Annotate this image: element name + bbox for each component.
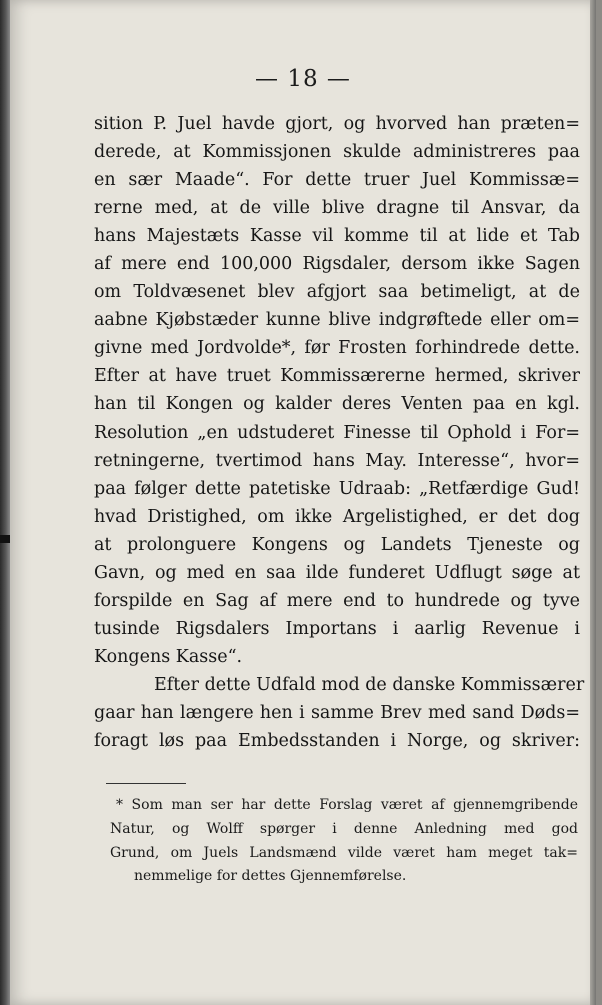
- page-number: — 18 —: [255, 66, 351, 92]
- footnote-line: Natur, og Wolff spørger i denne Anledning med god: [110, 820, 578, 837]
- text-line: om Toldvæsenet blev afgjort saa betimeligt, at de: [94, 282, 580, 303]
- text-line: at prolonguere Kongens og Landets Tjeneste og: [94, 534, 580, 555]
- text-line: paa følger dette patetiske Udraab: „Retfærdige Gud!: [94, 478, 580, 499]
- text-line: tusinde Rigsdalers Importans i aarlig Revenue i: [94, 618, 580, 639]
- text-line: givne med Jordvolde*, før Frosten forhindrede dette.: [94, 338, 580, 359]
- text-line: af mere end 100,000 Rigsdaler, dersom ikke Sagen: [94, 254, 580, 275]
- text-line: Kongens Kasse“.: [94, 646, 243, 667]
- text-line: foragt løs paa Embedsstanden i Norge, og skriver:: [94, 731, 580, 752]
- book-page: [10, 0, 596, 1005]
- footnote-divider: [106, 783, 186, 784]
- text-line: Efter at have truet Kommissærerne hermed, skriver: [94, 366, 580, 387]
- body-text: [94, 110, 585, 755]
- text-line: hans Majestæts Kasse vil komme til at lide et Tab: [94, 226, 580, 247]
- text-line: Gavn, og med en saa ilde funderet Udflugt søge at: [94, 562, 580, 583]
- text-line: en sær Maade“. For dette truer Juel Kommissæ=: [94, 170, 580, 191]
- footnote-line: * Som man ser har dette Forslag været af gjennemgribende: [116, 797, 578, 813]
- text-line: rerne med, at de ville blive dragne til Ansvar, da: [94, 198, 580, 219]
- text-line: Efter dette Udfald mod de danske Kommissærer: [154, 674, 585, 695]
- footnote: [110, 794, 578, 889]
- text-line: forspilde en Sag af mere end to hundrede og tyve: [94, 590, 580, 611]
- text-line: retningerne, tvertimod hans May. Interesse“, hvor=: [94, 450, 580, 471]
- text-line: han til Kongen og kalder deres Venten paa en kgl.: [94, 394, 580, 415]
- book-spine-edge: [0, 0, 10, 1005]
- text-line: derede, at Kommissjonen skulde administreres paa: [94, 142, 580, 163]
- text-line: aabne Kjøbstæder kunne blive indgrøftede eller om=: [94, 310, 580, 331]
- footnote-line: nemmelige for dettes Gjennemførelse.: [134, 868, 407, 885]
- text-line: hvad Dristighed, om ikke Argelistighed, er det dog: [94, 506, 580, 527]
- text-line: gaar han længere hen i samme Brev med sand Døds=: [94, 702, 580, 723]
- text-line: Resolution „en udstuderet Finesse til Ophold i For=: [94, 422, 580, 443]
- text-line: sition P. Juel havde gjort, og hvorved han præten=: [94, 114, 580, 134]
- page-right-edge: [590, 0, 596, 1005]
- footnote-line: Grund, om Juels Landsmænd vilde været ham meget tak=: [110, 844, 578, 861]
